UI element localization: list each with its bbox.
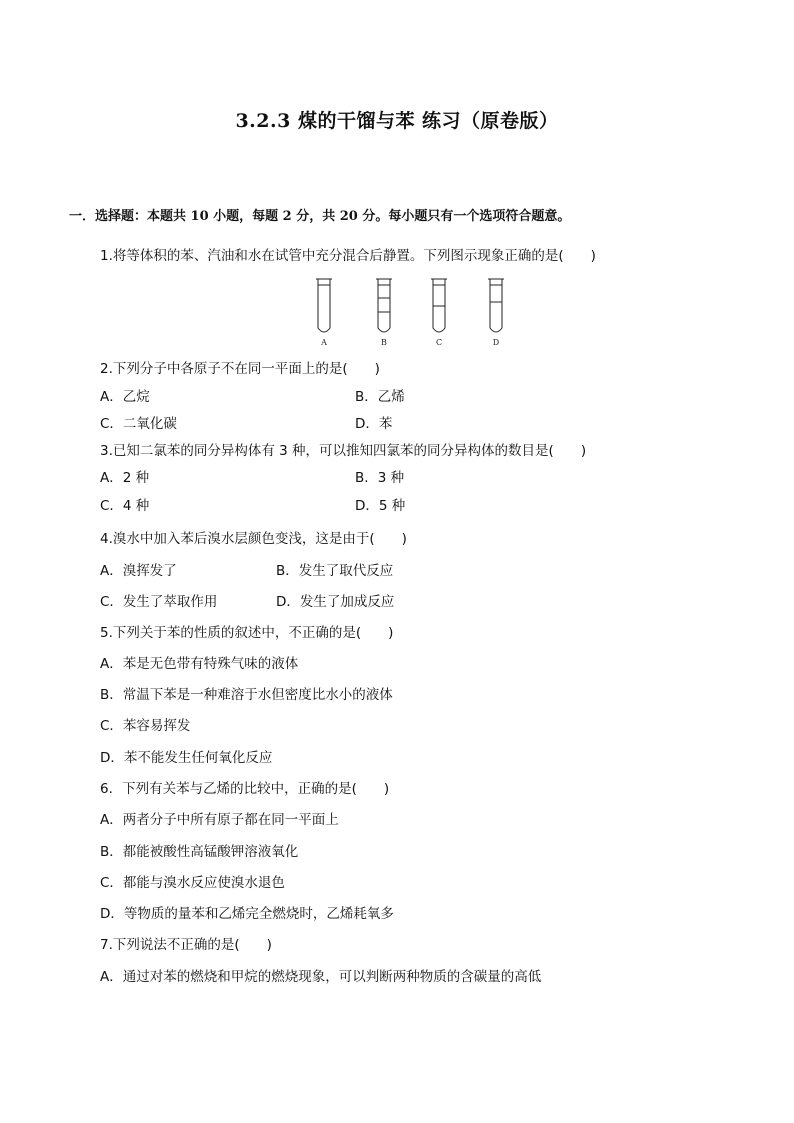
test-tube-b-icon — [376, 279, 392, 332]
question-2-option-b: B．乙烯 — [355, 389, 405, 405]
test-tube-c-icon — [431, 279, 447, 332]
tube-label-b: B — [381, 338, 387, 347]
tube-label-a: A — [321, 338, 327, 347]
question-3-option-c: C．4 种 — [100, 498, 150, 514]
test-tube-figure — [305, 276, 525, 348]
test-tube-d-icon — [488, 279, 504, 332]
question-3-option-b: B．3 种 — [355, 470, 405, 486]
question-4-option-d: D．发生了加成反应 — [276, 594, 395, 610]
question-6-option-a: A．两者分子中所有原子都在同一平面上 — [100, 812, 339, 828]
question-3-option-d: D．5 种 — [355, 498, 406, 514]
question-2-option-c: C．二氧化碳 — [100, 416, 177, 432]
question-3-stem: 3.已知二氯苯的同分异构体有 3 种，可以推知四氯苯的同分异构体的数目是( ) — [100, 443, 587, 459]
question-5-option-a: A．苯是无色带有特殊气味的液体 — [100, 656, 299, 672]
question-6-option-b: B．都能被酸性高锰酸钾溶液氧化 — [100, 844, 299, 860]
document-title: 3.2.3 煤的干馏与苯 练习（原卷版） — [235, 110, 559, 132]
question-4-option-b: B．发生了取代反应 — [276, 563, 394, 579]
question-5-option-d: D．苯不能发生任何氧化反应 — [100, 750, 273, 766]
tube-label-c: C — [435, 338, 443, 347]
question-7-stem: 7.下列说法不正确的是( ) — [100, 937, 272, 953]
question-4-stem: 4.溴水中加入苯后溴水层颜色变浅，这是由于( ) — [100, 531, 407, 547]
question-2-option-d: D．苯 — [355, 416, 393, 432]
question-6-stem: 6．下列有关苯与乙烯的比较中，正确的是( ) — [100, 781, 390, 797]
question-6-option-c: C．都能与溴水反应使溴水退色 — [100, 875, 285, 891]
question-2-option-a: A．乙烷 — [100, 389, 150, 405]
question-1-stem: 1.将等体积的苯、汽油和水在试管中充分混合后静置。下列图示现象正确的是( ) — [100, 248, 596, 264]
test-tube-a-icon — [316, 279, 332, 332]
question-5-option-b: B．常温下苯是一种难溶于水但密度比水小的液体 — [100, 687, 393, 703]
tube-label-d: D — [492, 338, 500, 347]
question-4-option-c: C．发生了萃取作用 — [100, 594, 218, 610]
question-5-stem: 5.下列关于苯的性质的叙述中，不正确的是( ) — [100, 625, 394, 641]
question-3-option-a: A．2 种 — [100, 470, 150, 486]
question-7-option-a: A．通过对苯的燃烧和甲烷的燃烧现象，可以判断两种物质的含碳量的高低 — [100, 969, 542, 985]
question-4-option-a: A．溴挥发了 — [100, 563, 177, 579]
section-heading: 一．选择题：本题共 10 小题，每题 2 分，共 20 分。每小题只有一个选项符合题意。 — [69, 209, 571, 224]
question-6-option-d: D．等物质的量苯和乙烯完全燃烧时，乙烯耗氧多 — [100, 906, 394, 922]
question-2-stem: 2.下列分子中各原子不在同一平面上的是( ) — [100, 361, 380, 377]
question-5-option-c: C．苯容易挥发 — [100, 718, 191, 734]
